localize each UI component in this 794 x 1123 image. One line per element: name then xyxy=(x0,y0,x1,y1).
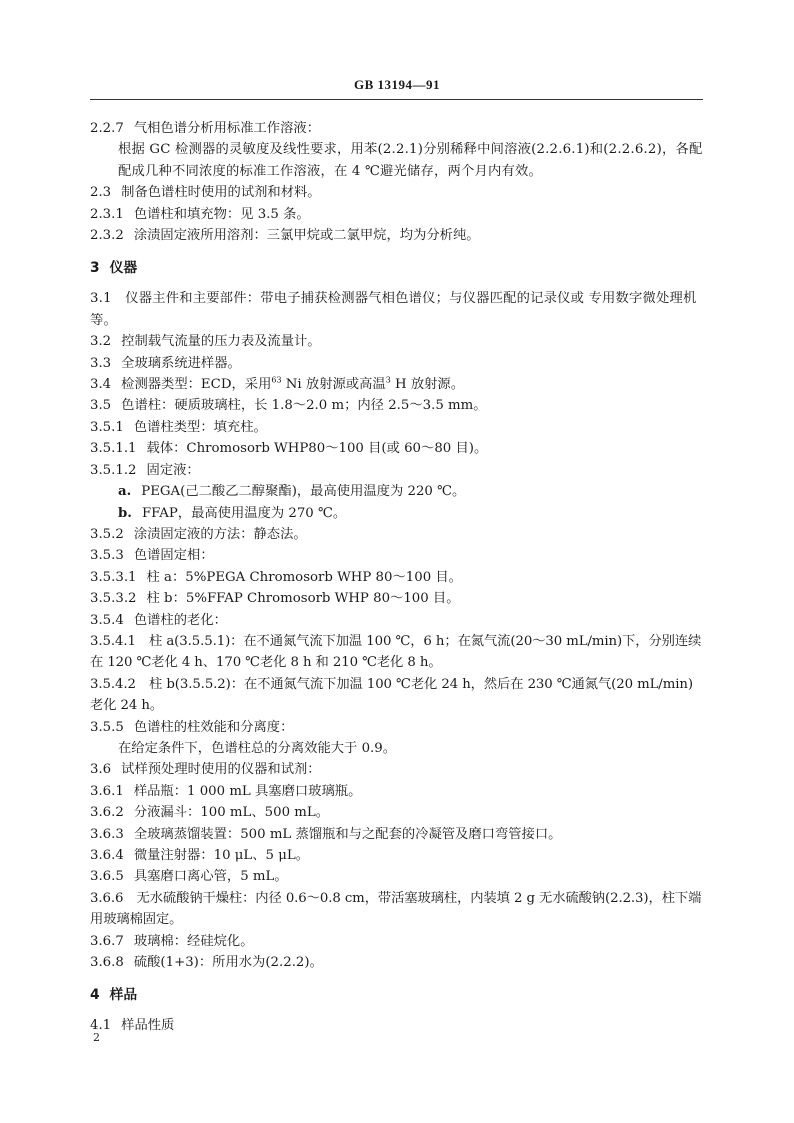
clause-3-6-5: 3.6.5 具塞磨口离心管，5 mL。 xyxy=(90,869,288,885)
clause-4-1: 4.1 样品性质 xyxy=(90,1018,175,1034)
clause-3-5-4-2: 3.5.4.2 柱 b(3.5.5.2)：在不通氮气流下加温 100 ℃老化 24 h，然后在 230 ℃通氮气(20 mL/min)老化 24 h。 xyxy=(90,676,693,714)
clause-3-3: 3.3 全玻璃系统进样器。 xyxy=(90,355,241,371)
clause-3-5-3-2: 3.5.3.2 柱 b：5%FFAP Chromosorb WHP 80～100 目。 xyxy=(90,591,460,607)
clause-3-5-2: 3.5.2 涂渍固定液的方法：静态法。 xyxy=(90,526,307,542)
clause-2-2-7-body: 根据 GC 检测器的灵敏度及线性要求，用苯(2.2.1)分别稀释中间溶液(2.2.6.1)和(2.2.6.2)，各配配成几种不同浓度的标准工作溶液，在 4 ℃避光储存，两个月内有效。 xyxy=(118,142,703,179)
document-header: GB 13194—91 xyxy=(353,77,441,92)
clause-3-6-7: 3.6.7 玻璃棉：经硅烷化。 xyxy=(90,933,254,949)
clause-3-5-5-body: 在给定条件下，色谱柱总的分离效能大于 0.9。 xyxy=(118,740,397,756)
page-number: 2 xyxy=(93,1031,100,1044)
clause-3-6-1: 3.6.1 样品瓶：1 000 mL 具塞磨口玻璃瓶。 xyxy=(90,783,362,799)
clause-3-5-3: 3.5.3 色谱固定相： xyxy=(90,548,214,564)
clause-3-6-4: 3.6.4 微量注射器：10 μL、5 μL。 xyxy=(90,848,309,863)
clause-3-6-3: 3.6.3 全玻璃蒸馏装置：500 mL 蒸馏瓶和与之配套的冷凝管及磨口弯管接口。 xyxy=(90,826,562,842)
clause-3-4: 3.4 检测器类型：ECD，采用$^{63}$ Ni 放射源或高温$^3$ H 放射源。 xyxy=(90,375,465,393)
list-item-a: a. PEGA(己二酸乙二醇聚酯)，最高使用温度为 220 ℃。 xyxy=(118,484,466,500)
header-rule xyxy=(90,99,703,100)
clause-2-2-7: 2.2.7 气相色谱分析用标准工作溶液： xyxy=(90,121,320,136)
list-item-b: b. FFAP，最高使用温度为 270 ℃。 xyxy=(118,505,347,521)
clause-3-2: 3.2 控制载气流量的压力表及流量计。 xyxy=(90,334,321,350)
clause-3-5-1-1: 3.5.1.1 载体：Chromosorb WHP80～100 目(或 60～80 目)。 xyxy=(90,441,488,457)
clause-3-6: 3.6 试样预处理时使用的仪器和试剂： xyxy=(90,762,321,778)
clause-3-5-3-1: 3.5.3.1 柱 a：5%PEGA Chromosorb WHP 80～100 目。 xyxy=(90,569,462,585)
section-4-heading: 4 样品 xyxy=(90,987,138,1004)
clause-3-5: 3.5 色谱柱：硬质玻璃柱，长 1.8～2.0 m；内径 2.5～3.5 mm。 xyxy=(90,398,487,414)
clause-3-5-4: 3.5.4 色谱柱的老化： xyxy=(90,612,227,628)
clause-3-5-1-2: 3.5.1.2 固定液： xyxy=(90,462,200,478)
clause-2-3-2: 2.3.2 涂渍固定液所用溶剂：三氯甲烷或二氯甲烷，均为分析纯。 xyxy=(90,228,480,244)
section-3-heading: 3 仪器 xyxy=(90,260,138,277)
clause-2-3: 2.3 制备色谱柱时使用的试剂和材料。 xyxy=(90,185,321,201)
clause-3-5-4-1: 3.5.4.1 柱 a(3.5.5.1)：在不通氮气流下加温 100 ℃，6 h；在氮气流(20～30 mL/min)下，分别连续在 120 ℃老化 4 h、170 ℃老化 8 h 和 210 ℃老化 8 h。 xyxy=(90,633,702,671)
clause-3-5-1: 3.5.1 色谱柱类型：填充柱。 xyxy=(90,419,267,435)
clause-3-6-6: 3.6.6 无水硫酸钠干燥柱：内径 0.6～0.8 cm，带活塞玻璃柱，内装填 2 g 无水硫酸钠(2.2.3)，柱下端用玻璃棉固定。 xyxy=(90,890,702,928)
document-body xyxy=(90,118,706,1037)
clause-3-6-8: 3.6.8 硫酸(1+3)：所用水为(2.2.2)。 xyxy=(90,955,323,971)
clause-3-1: 3.1 仪器主件和主要部件：带电子捕获检测器气相色谱仪；与仪器匹配的记录仪或 专用数字微处理机等。 xyxy=(90,291,697,328)
clause-3-5-5: 3.5.5 色谱柱的柱效能和分离度： xyxy=(90,719,294,735)
clause-2-3-1: 2.3.1 色谱柱和填充物：见 3.5 条。 xyxy=(90,206,310,222)
clause-3-6-2: 3.6.2 分液漏斗：100 mL、500 mL。 xyxy=(90,805,330,821)
